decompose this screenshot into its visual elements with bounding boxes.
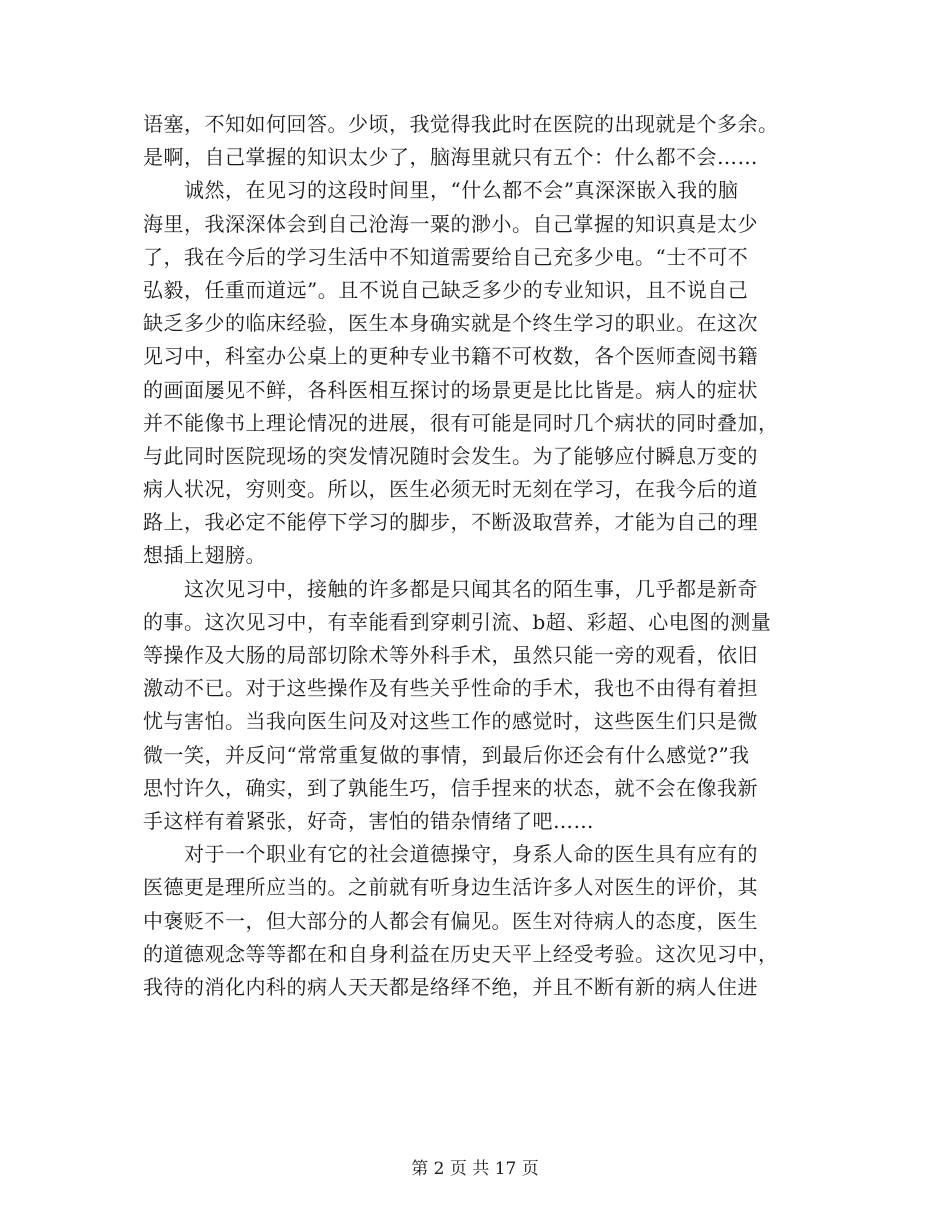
text-line: 思忖许久，确实，到了孰能生巧，信手捏来的状态，就不会在像我新 <box>143 775 758 800</box>
text-line: 这次见习中，接触的许多都是只闻其名的陌生事，几乎都是新奇 <box>143 576 758 601</box>
text-line: 路上，我必定不能停下学习的脚步，不断汲取营养，才能为自己的理 <box>143 510 758 535</box>
text-line: 等操作及大肠的局部切除术等外科手术，虽然只能一旁的观看，依旧 <box>143 643 758 667</box>
text-line: 与此同时医院现场的突发情况随时会发生。为了能够应付瞬息万变的 <box>143 443 758 468</box>
text-line: 语塞，不知如何回答。少顷，我觉得我此时在医院的出现就是个多余。 <box>143 112 779 136</box>
text-line: 微一笑，并反问“常常重复做的事情，到最后你还会有什么感觉?”我 <box>143 742 750 767</box>
text-line: 手这样有着紧张，好奇，害怕的错杂情绪了吧…… <box>143 808 594 833</box>
text-line: 对于一个职业有它的社会道德操守，身系人命的医生具有应有的 <box>143 842 758 867</box>
text-line: 缺乏多少的临床经验，医生本身确实就是个终生学习的职业。在这次 <box>143 311 758 336</box>
page-number-footer: 第 2 页 共 17 页 <box>411 1159 539 1179</box>
text-line: 的事。这次见习中，有幸能看到穿刺引流、b超、彩超、心电图的测量 <box>143 609 772 634</box>
page-body <box>143 108 808 1004</box>
text-line: 想插上翅膀。 <box>143 543 266 568</box>
text-line: 了，我在今后的学习生活中不知道需要给自己充多少电。“士不可不 <box>143 244 749 269</box>
text-line: 海里，我深深体会到自己沧海一粟的渺小。自己掌握的知识真是太少 <box>143 211 758 236</box>
text-line: 病人状况，穷则变。所以，医生必须无时无刻在学习，在我今后的道 <box>143 477 758 502</box>
text-line: 激动不已。对于这些操作及有些关乎性命的手术，我也不由得有着担 <box>143 676 758 701</box>
text-line: 是啊，自己掌握的知识太少了，脑海里就只有五个：什么都不会…… <box>143 145 758 170</box>
text-line: 并不能像书上理论情况的进展，很有可能是同时几个病状的同时叠加， <box>143 410 779 435</box>
text-line: 我待的消化内科的病人天天都是络绎不绝，并且不断有新的病人住进 <box>143 974 758 999</box>
text-line: 诚然，在见习的这段时间里，“什么都不会”真深深嵌入我的脑 <box>143 178 739 203</box>
text-line: 的道德观念等等都在和自身利益在历史天平上经受考验。这次见习中， <box>143 941 779 966</box>
text-line: 的画面屡见不鲜，各科医相互探讨的场景更是比比皆是。病人的症状 <box>143 377 758 402</box>
text-line: 医德更是理所应当的。之前就有听身边生活许多人对医生的评价，其 <box>143 875 758 900</box>
text-line: 中褒贬不一，但大部分的人都会有偏见。医生对待病人的态度，医生 <box>143 908 758 933</box>
text-line: 弘毅，任重而道远”。且不说自己缺乏多少的专业知识，且不说自己 <box>143 277 749 302</box>
text-line: 忧与害怕。当我向医生问及对这些工作的感觉时，这些医生们只是微 <box>143 709 758 734</box>
text-line: 见习中，科室办公桌上的更种专业书籍不可枚数，各个医师查阅书籍 <box>143 344 758 369</box>
